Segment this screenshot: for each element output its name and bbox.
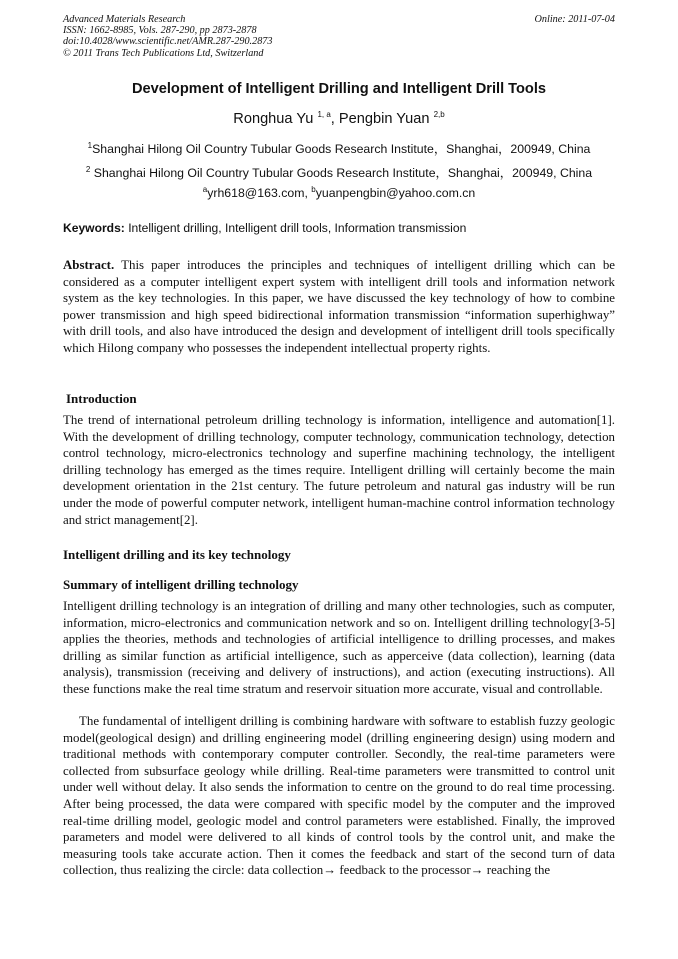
summary-paragraph-2: The fundamental of intelligent drilling is combining hardware with software to establish fuzzy geologic model(geological design) and drilling engineering model (drilling engineering design) using modern and traditional methods with contemporary computer controller. Secondly, the real-time parameters were collected from subsurface geology while drilling. Real-time parameters were transmitted to control unit under well without delay. It also sends the information to centre on the ground to do real time processing. After being processed, the data were compared with specific model by the computer and the improved real-time drilling model, geologic model and control parameters were established. Finally, the improved parameters and model were delivered to all kinds of control tools by the control unit, and make the measuring tools take accurate action. Then it comes the feedback and start of the second turn of data collection, thus realizing the circle: data collection→ feedback to the processor→ reaching the — [63, 714, 615, 878]
affiliation-1-sup: 1 — [87, 140, 93, 150]
author-line — [40, 111, 638, 127]
email-line — [40, 186, 638, 200]
summary-heading: Summary of intelligent drilling technology — [63, 577, 299, 592]
introduction-text: The trend of international petroleum drilling technology is information, intelligence and automation[1]. With the development of drilling technology, computer technology, communication technology, detection control technology, micro-electronics technology and superfine machining technology, the intelligent drilling technology has emerged as the times require. Intelligent drilling will certainly become the main development orientation in the 21st century. The future petroleum and natural gas industry will be run under the mode of powerful computer network, intelligent human-machine control information technology and strict management[2]. — [63, 413, 615, 527]
abstract-label: Abstract. — [63, 258, 115, 272]
email-a[interactable]: yrh618@163.com, — [207, 186, 312, 200]
affiliation-2-sup: 2 — [85, 164, 91, 174]
affiliation-2 — [40, 163, 638, 181]
author-1-affil: 1, a — [317, 110, 331, 120]
author-1: Ronghua Yu — [233, 111, 318, 127]
author-separator: , Pengbin Yuan — [330, 111, 434, 127]
abstract — [63, 257, 615, 357]
abstract-text: This paper introduces the principles and techniques of intelligent drilling which can be considered as a computer intelligent expert system with intelligent drill tools and information network system as the key technologies. In this paper, we have discussed the key technology of how to combine power transmission and high speed bidirectional information transmission “information superhighway” with drill tools, and also have introduced the design and development of intelligent drill tools specifically which Hilong company who possesses the independent intellectual property rights. — [63, 258, 615, 355]
doi-line: doi:10.4028/www.scientific.net/AMR.287-290.2873 — [63, 36, 273, 48]
author-2-affil: 2,b — [433, 110, 445, 120]
email-b-sup: b — [311, 184, 316, 194]
journal-name: Advanced Materials Research — [63, 14, 186, 25]
affiliation-1 — [40, 139, 638, 157]
keywords-text: Intelligent drilling, Intelligent drill tools, Information transmission — [124, 221, 467, 235]
issn-line: ISSN: 1662-8985, Vols. 287-290, pp 2873-2878 — [63, 25, 257, 37]
copyright-line: © 2011 Trans Tech Publications Ltd, Switzerland — [63, 47, 264, 59]
affiliation-1-text: Shanghai Hilong Oil Country Tubular Goods Research Institute，Shanghai，200949, China — [92, 142, 591, 156]
introduction-heading: Introduction — [66, 391, 137, 406]
email-a-sup: a — [202, 184, 208, 194]
paper-title: Development of Intelligent Drilling and Intelligent Drill Tools — [131, 81, 547, 97]
online-date: Online: 2011-07-04 — [534, 14, 615, 25]
key-tech-heading: Intelligent drilling and its key technology — [63, 547, 291, 562]
email-b[interactable]: yuanpengbin@yahoo.com.cn — [315, 186, 476, 200]
journal-header — [63, 14, 615, 59]
keywords-label: Keywords: — [63, 221, 125, 235]
affiliation-2-text: Shanghai Hilong Oil Country Tubular Goods Research Institute，Shanghai，200949, China — [90, 166, 593, 180]
summary-paragraph-1: Intelligent drilling technology is an integration of drilling and many other technologies, such as computer, information, micro-electronics and communication network and so on. Intelligent drilling technology[3-5] applies the theories, methods and technologies of artificial intelligence to drilling processes, and makes drilling as similar function as artificial intelligence, such as apperceive (data collection), learning (data analysis), transmission (receiving and delivery of instructions), and action (executing instructions). All these functions make the real time stratum and reservoir situation more accurate, visual and controllable. — [63, 599, 615, 696]
keywords — [63, 221, 615, 235]
